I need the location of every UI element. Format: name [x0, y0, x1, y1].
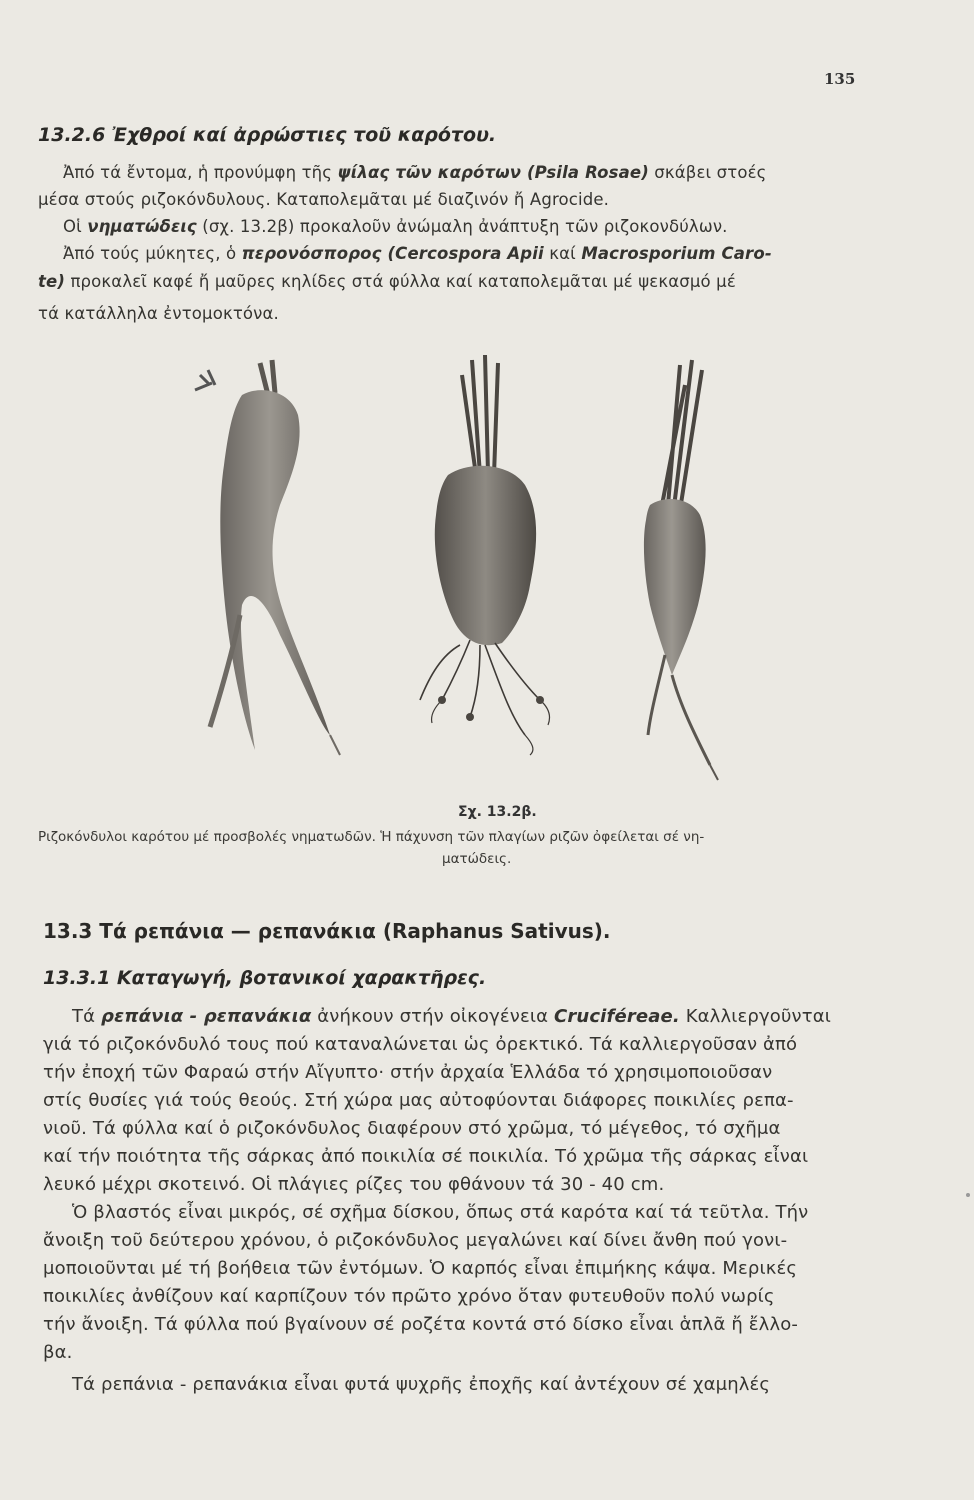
- text-line: Ἀπό τούς μύκητες, ὁ περονόσπορος (Cercospora Apii καί Macrosporium Caro-: [63, 244, 772, 263]
- figure-caption-line-1: Ριζοκόνδυλοι καρότου μέ προσβολές νηματωδῶν. Ἡ πάχυνση τῶν πλαγίων ριζῶν ὀφείλεται σέ νη-: [38, 829, 705, 845]
- figure-label: Σχ. 13.2β.: [458, 804, 537, 820]
- carrot-root-middle: [420, 355, 550, 755]
- emphasis: te): [38, 272, 66, 291]
- text-line: Ὁ βλαστός εἶναι μικρός, σέ σχῆμα δίσκου, ὅπως στά καρότα καί τά τεῦτλα. Τήν: [72, 1202, 809, 1223]
- text-line: λευκό μέχρι σκοτεινό. Οἱ πλάγιες ρίζες του φθάνουν τά 30 - 40 cm.: [43, 1174, 665, 1195]
- text-line: Τά ρεπάνια - ρεπανάκια εἶναι φυτά ψυχρῆς ἐποχῆς καί ἀντέχουν σέ χαμηλές: [72, 1374, 771, 1395]
- text-line: καί τήν ποιότητα τῆς σάρκας ἀπό ποικιλία σέ ποικιλία. Τό χρῶμα τῆς σάρκας εἶναι: [43, 1146, 809, 1167]
- section-heading-radishes: 13.3 Τά ρεπάνια — ρεπανάκια (Raphanus Sativus).: [43, 919, 611, 943]
- text-line: βα.: [43, 1342, 73, 1363]
- text-line: te) προκαλεῖ καφέ ἤ μαῦρες κηλίδες στά φύλλα καί καταπολεμᾶται μέ ψεκασμό μέ: [38, 272, 736, 291]
- carrot-root-left: [195, 360, 340, 755]
- figure-carrot-roots-nematodes: [180, 355, 740, 805]
- scan-speck: [966, 1193, 970, 1197]
- emphasis: νηματώδεις: [87, 217, 197, 236]
- text-line: γιά τό ριζοκόνδυλό τους πού καταναλώνεται ὡς ὀρεκτικό. Τά καλλιεργοῦσαν ἀπό: [43, 1034, 798, 1055]
- emphasis: Macrosporium Caro-: [581, 244, 772, 263]
- figure-caption-line-2: ματώδεις.: [442, 851, 512, 867]
- emphasis: Cruciféreae.: [553, 1006, 680, 1027]
- text-line: Ἀπό τά ἔντομα, ἡ προνύμφη τῆς ψίλας τῶν καρότων (Psila Rosae) σκάβει στοές: [63, 163, 767, 182]
- text-line: τήν ἄνοιξη. Τά φύλλα πού βγαίνουν σέ ροζέτα κοντά στό δίσκο εἶναι ἁπλᾶ ἤ ἔλλο-: [43, 1314, 799, 1335]
- text-line: νιοῦ. Τά φύλλα καί ὁ ριζοκόνδυλος διαφέρουν στό χρῶμα, τό μέγεθος, τό σχῆμα: [43, 1118, 781, 1139]
- text-line: μέσα στούς ριζοκόνδυλους. Καταπολεμᾶται μέ διαζινόν ἤ Agrocide.: [38, 190, 610, 209]
- text-line: Οἱ νηματώδεις (σχ. 13.2β) προκαλοῦν ἀνώμαλη ἀνάπτυξη τῶν ριζοκονδύλων.: [63, 217, 728, 236]
- text-line: στίς θυσίες γιά τούς θεούς. Στή χώρα μας αὐτοφύονται διάφορες ποικιλίες ρεπα-: [43, 1090, 794, 1111]
- text-line: ἄνοιξη τοῦ δεύτερου χρόνου, ὁ ριζοκόνδυλος μεγαλώνει καί δίνει ἄνθη πού γονι-: [43, 1230, 788, 1251]
- text-line: μοποιοῦνται μέ τή βοήθεια τῶν ἐντόμων. Ὁ καρπός εἶναι ἐπιμήκης κάψα. Μερικές: [43, 1258, 798, 1279]
- carrot-root-right: [644, 360, 718, 780]
- text-line: τήν ἐποχή τῶν Φαραώ στήν Αἴγυπτο· στήν ἀρχαία Ἑλλάδα τό χρησιμοποιοῦσαν: [43, 1062, 773, 1083]
- emphasis: περονόσπορος (Cercospora Apii: [241, 244, 544, 263]
- subsection-heading-origin: 13.3.1 Καταγωγή, βοτανικοί χαρακτῆρες.: [43, 967, 487, 989]
- emphasis: ψίλας τῶν καρότων (Psila Rosae): [337, 163, 649, 182]
- text-line: Τά ρεπάνια - ρεπανάκια ἀνήκουν στήν οἰκογένεια Cruciféreae. Καλλιεργοῦνται: [72, 1006, 831, 1027]
- page-number: 135: [824, 70, 856, 88]
- text-line: ποικιλίες ἀνθίζουν καί καρπίζουν τόν πρῶτο χρόνο ὅταν φυτευθοῦν πολύ νωρίς: [43, 1286, 775, 1307]
- emphasis: ρεπάνια - ρεπανάκια: [101, 1006, 312, 1027]
- text-line: τά κατάλληλα ἐντομοκτόνα.: [38, 304, 279, 323]
- section-heading-enemies-diseases: 13.2.6 Ἐχθροί καί ἀρρώστιες τοῦ καρότου.: [38, 124, 497, 146]
